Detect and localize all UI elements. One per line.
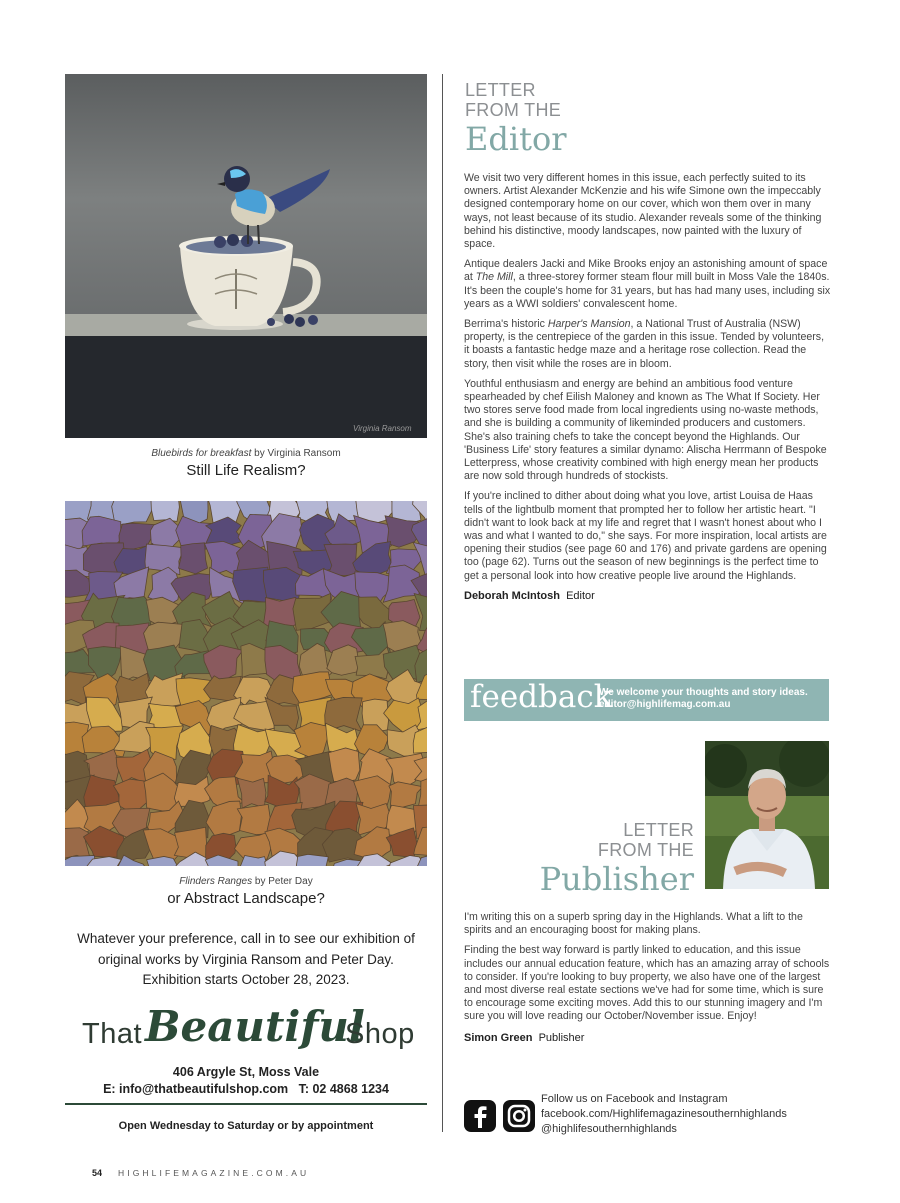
painting-title: Flinders Ranges	[179, 876, 253, 887]
promo-line: Exhibition starts October 28, 2023.	[142, 972, 350, 987]
editor-paragraph: Youthful enthusiasm and energy are behind an ambitious food venture spearheaded by chef Eilish Maloney and known as The What If Society. Her two stores serve food made from local ingredients using no-waste methods, and she is building a community of likeminded producers and customers. She's also training chefs to take the concept beyond the Highlands. Our 'Business Life' story features a similar dynamo: Alischa Herrmann of Bespoke Letterpress, whose creativity combined with high energy mean her products are now sold through hundreds of stockists.	[464, 377, 827, 483]
mosaic-tile	[178, 543, 207, 574]
mosaic-tile	[206, 801, 241, 837]
divider	[65, 1103, 427, 1105]
painting-caption-2	[65, 876, 427, 907]
painting-artist: by Virginia Ransom	[251, 448, 341, 459]
exhibition-promo	[65, 929, 427, 991]
editor-paragraph: Berrima's historic Harper's Mansion, a National Trust of Australia (NSW) property, is the centrepiece of the garden in this issue. Tended by volunteers, it boasts a fantastic hedge maze and a heritage rose collection. Read the story, then visit while the roses are in bloom.	[464, 318, 825, 370]
mosaic-tile	[238, 778, 266, 808]
facebook-icon[interactable]	[464, 1100, 496, 1132]
heading-title: Editor	[465, 120, 567, 158]
caption-heading: Still Life Realism?	[186, 462, 306, 479]
editor-paragraph: We visit two very different homes in this issue, each perfectly suited to its owners. Artist Alexander McKenzie and his wife Simone own the impeccably designed contemporary home on our cover, which won them over in many ways, not least because of its studio. Alexander reveals some of the thinking behind his distinctive, moody landscapes, now painted with the luxury of space.	[464, 172, 822, 251]
page-number: 54	[92, 1168, 103, 1178]
publisher-letter	[464, 911, 831, 1045]
footer-website[interactable]: HIGHLIFEMAGAZINE.COM.AU	[118, 1168, 310, 1178]
painting-signature: Virginia Ransom	[353, 424, 412, 433]
painting-artist: by Peter Day	[252, 876, 313, 887]
column-divider	[442, 74, 443, 1132]
heading-kicker: LETTER	[623, 820, 694, 840]
painting-flinders-ranges	[65, 501, 427, 866]
instagram-handle[interactable]: @highlifesouthernhighlands	[541, 1123, 677, 1135]
publisher-signature: Simon Green Publisher	[464, 1031, 585, 1044]
caption-heading: or Abstract Landscape?	[167, 890, 325, 907]
painting-bluebirds	[65, 74, 427, 438]
feedback-message: We welcome your thoughts and story ideas.	[599, 687, 808, 698]
promo-line: original works by Virginia Ransom and Peter Day.	[98, 951, 394, 967]
mosaic-tile	[237, 855, 270, 866]
feedback-banner	[464, 679, 829, 721]
mosaic-tile	[329, 748, 360, 782]
feedback-word: feedback	[470, 679, 613, 715]
shop-hours: Open Wednesday to Saturday or by appointment	[118, 1120, 374, 1132]
painting-caption-1	[65, 448, 427, 479]
publisher-paragraph: Finding the best way forward is partly linked to education, and this issue includes our annual education feature, which has an amazing array of schools to consider. If you're looking to buy property, we also have one of the largest and most diverse real estate sections we've had for some time, which is sure to encourage some exciting moves. Add this to our stunning imagery and I'm sure you will love reading our October/November issue. Enjoy!	[464, 944, 830, 1023]
heading-title: Publisher	[539, 860, 694, 898]
social-links	[541, 1092, 787, 1137]
publisher-photo	[705, 741, 829, 889]
promo-line: Whatever your preference, call in to see our exhibition of	[77, 931, 415, 946]
logo-beautiful: Beautiful	[145, 1002, 365, 1051]
instagram-icon[interactable]	[503, 1100, 535, 1132]
logo-shop: Shop	[345, 1018, 415, 1050]
heading-kicker: LETTER	[465, 80, 536, 100]
publisher-paragraph: I'm writing this on a superb spring day in the Highlands. What a lift to the spirits and an encouraging boost for making plans.	[464, 911, 803, 937]
shop-contact: E: info@thatbeautifulshop.com T: 02 4868 1234	[103, 1082, 389, 1096]
facebook-link[interactable]: facebook.com/Highlifemagazinesouthernhighlands	[541, 1108, 787, 1120]
social-heading: Follow us on Facebook and Instagram	[541, 1093, 728, 1105]
shop-logo	[70, 1000, 422, 1060]
editor-signature: Deborah McIntosh Editor	[464, 589, 595, 602]
heading-kicker: FROM THE	[597, 840, 694, 860]
shop-address: 406 Argyle St, Moss Vale	[172, 1065, 320, 1079]
heading-kicker: FROM THE	[465, 100, 562, 120]
editor-heading	[465, 80, 567, 158]
editor-letter	[464, 172, 831, 603]
editor-paragraph: Antique dealers Jacki and Mike Brooks enjoy an astonishing amount of space at The Mill, a three-storey former steam flour mill built in Moss Vale the 1840s. It's been the couple's home for 31 years, but has had many uses, including six years as a WWI soldiers' convalescent home.	[464, 258, 831, 310]
publisher-heading	[520, 820, 694, 898]
mosaic-tile	[82, 516, 121, 546]
logo-that: That	[82, 1018, 143, 1050]
mosaic-tile	[174, 827, 207, 859]
painting-title: Bluebirds for breakfast	[151, 448, 252, 459]
editor-paragraph: If you're inclined to dither about doing what you love, artist Louisa de Haas tells of the lightbulb moment that prompted her to follow her artistic heart. "I didn't want to look back at my life and regret that I wasn't honest about who I was and what I wanted to do," she says. For more inspiration, local artists are opening their studios (see page 60 and 176) and private gardens are opening too (page 62). Turns out the season of new beginnings is the perfect time to get a personal look into how creative people live around the Highlands.	[464, 490, 827, 582]
mosaic-tile	[151, 501, 179, 521]
feedback-email[interactable]: editor@highlifemag.com.au	[599, 699, 731, 710]
